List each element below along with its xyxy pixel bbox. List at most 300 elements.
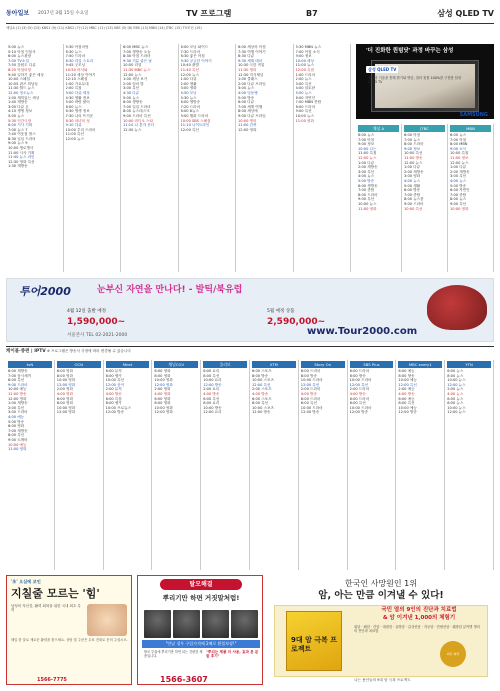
program-line: 5:10 아침 인물사: [8, 49, 36, 54]
program-line: 11:00 건축: [238, 123, 257, 128]
program-line: 1:00 다큐: [358, 160, 375, 165]
tour-website[interactable]: www.Tour2000.com: [307, 326, 418, 337]
program-line: 5:00 방송: [8, 419, 25, 424]
program-line: 9:45 굿모닝: [65, 63, 86, 68]
program-line: 8:30 좋은 아침: [180, 54, 205, 59]
program-line: 8:00 방송: [252, 373, 269, 378]
program-line: 12:00 방송: [203, 382, 222, 387]
program-line: 8:30 마녀의 성: [65, 118, 90, 123]
program-line: 7:00 뉴스 7: [8, 127, 28, 132]
program-line: 4:00 방송: [349, 391, 366, 396]
program-line: 6:00 뮤직: [105, 369, 122, 373]
program-line: 12:00 방송: [300, 410, 320, 415]
program-line: 6:00 예능: [398, 369, 415, 373]
program-line: 12:00 특선: [180, 127, 199, 132]
program-line: 5:00 방송: [358, 178, 375, 183]
program-line: 12:00 뉴스: [404, 160, 423, 165]
program-line: 8:00 뉴스: [447, 401, 464, 406]
program-line: 10:00 뉴스: [295, 113, 314, 118]
program-line: 7:00 뉴스: [404, 137, 421, 142]
program-line: 12:00 특선: [252, 382, 271, 387]
program-line: 11:40 뉴스 라인: [8, 155, 35, 160]
listing-column: [448, 124, 494, 272]
program-line: 12:00 방송: [349, 410, 369, 415]
program-line: 10:00 특선: [105, 378, 125, 383]
ad-text: 퀀텀닷 기술을 통해 밝기와 명암, 컬러 볼륨 100%를 구현한 삼성 QLED TV: [368, 76, 462, 85]
program-line: 6:30 뉴스: [65, 49, 82, 54]
program-line: 5:00 뉴스: [8, 45, 25, 49]
program-line: 10:00 드라마: [349, 378, 372, 383]
book-footer: 나는 용인들의 9대 암 극복 프로젝트: [354, 678, 411, 682]
program-line: 6:00 영화: [154, 369, 171, 373]
section-title: TV 프로그램: [186, 9, 232, 18]
book-line-2: 암, 아는 만큼 이겨낼 수 있다!: [318, 590, 444, 601]
program-line: 12:00 음악: [105, 382, 125, 387]
hair-loss-body: 탈모 부위에 뿌리기만 하면 되는 간편한 제품입니다.: [144, 650, 203, 658]
program-line: 6:00 생방송: [358, 183, 378, 188]
program-line: 9:00 드라마: [404, 201, 424, 206]
program-line: 12:30 뉴스: [123, 127, 142, 132]
hair-loss-phone[interactable]: 1566-3607: [160, 675, 208, 684]
program-line: 1:00 다큐: [180, 77, 197, 82]
program-line: 8:00 특선: [8, 378, 25, 383]
program-line: 6:00 영화: [154, 396, 171, 401]
program-line: 7:00 아침: [450, 137, 467, 142]
program-line: 2:00 예능: [398, 387, 415, 392]
program-line: 3:00 특선: [295, 81, 312, 86]
program-line: 10:00 드라마: [349, 405, 372, 410]
program-line: 6:00 생방송: [123, 100, 143, 105]
supplement-body: 매일 한 알로 새로운 활력을 찾으세요. 상담 및 주문은 무료 전화로 문의 주십시오.: [11, 638, 128, 642]
program-line: 6:00 방송: [404, 188, 421, 193]
program-line: 10:55 퀴즈 미남들: [8, 81, 38, 86]
program-line: 8:00 방송: [300, 373, 317, 378]
program-line: 9:00 특선: [295, 109, 312, 114]
supplement-headline: 지칠줄 모르는 '힘': [11, 587, 100, 600]
program-line: 1:00 재미있는 세상: [8, 95, 40, 100]
program-line: 3:00 드라마: [8, 410, 28, 415]
program-line: 12:10 스페셜: [65, 77, 88, 82]
program-line: 10:00 명의: [238, 118, 257, 123]
program-line: 7:00 종합: [450, 192, 467, 197]
program-line: 12:00 뉴스: [123, 72, 142, 77]
program-line: 12:00 특선: [300, 382, 320, 387]
program-line: 3:00 다큐 세상: [65, 90, 90, 95]
program-line: 10:00 드라마: [300, 405, 323, 410]
program-line: 12:00 뉴스: [65, 136, 84, 141]
supplement-photo: [87, 604, 127, 636]
program-line: 2:00 요리: [203, 387, 220, 392]
program-line: 10:00 뉴스: [447, 378, 466, 383]
program-line: 12:00 뉴스: [447, 382, 466, 387]
program-line: 11:00 영화: [8, 447, 27, 452]
program-line: 7:50 강원도 다큐: [8, 63, 36, 68]
program-line: 1:00 재방송: [8, 401, 28, 406]
program-line: 7:00 MBN 종합: [295, 100, 322, 105]
program-line: 2:00 생활: [180, 81, 197, 86]
channel-header: OCN: [57, 361, 101, 368]
program-line: 2:00 재방송: [358, 165, 378, 170]
tour-offer-1-price: 1,590,000~: [67, 317, 126, 327]
program-line: 6:00 드라마: [349, 369, 370, 373]
program-line: 6:00 생방송: [180, 100, 201, 105]
program-line: 10:00 뉴스: [447, 405, 466, 410]
masthead: [6, 6, 494, 24]
program-line: 12:00 요리: [203, 410, 222, 415]
program-line: 10:00 영화: [154, 405, 173, 410]
program-line: 9:00 정보: [358, 142, 375, 147]
cancer-book-ad[interactable]: [268, 575, 494, 685]
program-line: 2:00 드라마: [349, 387, 370, 392]
program-line: 9:10 다큐: [65, 123, 82, 128]
program-line: 8:00 뉴스데스크: [123, 109, 150, 114]
program-line: 6:00 뉴스: [450, 133, 467, 137]
program-line: 9:00 소식: [450, 146, 467, 151]
listing-column: [294, 44, 352, 272]
listing-column: [152, 360, 201, 570]
program-line: 5:30 뉴스: [180, 95, 197, 100]
program-line: 10:00 영화: [154, 378, 173, 383]
program-line: 5:00 뉴스: [123, 95, 140, 100]
listing-column: [356, 124, 402, 272]
program-line: 8:30 리얼 스토리: [65, 58, 94, 63]
program-line: 4:00 방송: [203, 391, 220, 396]
program-line: 10:50 리얼: [123, 63, 142, 68]
listing-column: [236, 44, 294, 272]
photo-2: [173, 610, 200, 638]
program-line: 3:00 다큐 온: [8, 104, 29, 109]
program-line: 8:00 특선: [252, 401, 269, 406]
program-line: 7:00 세계 여행: [238, 104, 263, 109]
program-line: 10:00 특선: [404, 206, 423, 211]
program-line: 3:00 영화: [404, 174, 421, 179]
program-line: 2:00 다큐 프라임: [238, 81, 266, 86]
program-line: 11:00 시사 기획: [8, 150, 35, 155]
program-line: 8:00 뉴스룸: [404, 197, 424, 202]
program-line: 10:00 영화: [450, 206, 469, 211]
program-line: 2:00 뉴스: [295, 77, 312, 82]
program-line: 7:50 드라마: [65, 54, 86, 59]
listing-column: [201, 360, 250, 570]
book-title: 9대 암 극복 프로젝트: [291, 636, 337, 653]
program-line: 10:50 어서와: [65, 67, 88, 72]
program-line: 8:00 8뉴스: [180, 109, 199, 114]
listing-column: [55, 360, 104, 570]
program-line: 6:00 다큐: [238, 100, 255, 105]
program-line: 8:00 뉴스: [447, 373, 464, 378]
listing-column: [402, 124, 448, 272]
program-line: 7:30 여행 이야기: [238, 49, 266, 54]
program-line: 7:30 나의 뜨거운: [65, 113, 94, 118]
program-line: 4:30 생활 정보: [65, 95, 90, 100]
program-line: 9:00 월화 드라마: [180, 113, 209, 118]
program-line: 9:00 정보: [404, 146, 421, 151]
program-line: 6:00 뉴스: [447, 369, 464, 373]
channel-header: 올리브: [203, 361, 247, 368]
channel-header: Story On: [301, 361, 345, 368]
tour-headline: 눈부신 자연을 만나다! - 발틱/북유럽: [97, 285, 243, 295]
channel-guide-line: 채널A (1)·(3)·(5)·(15) KBS1 (9)·(11) KBS2 (7)·(12) MBC (11)·(13) SBS (5)·(6) EBS (13) MBN (14) JTBC (15) TV조선 (19): [6, 26, 202, 30]
paper-name: 동아일보: [6, 10, 30, 17]
program-line: 7:40 이웃집 찰스: [8, 132, 36, 137]
program-line: 10:00 추리 드라마: [65, 127, 96, 132]
program-line: 10:00 프로듀스: [105, 405, 131, 410]
listing-column: [348, 360, 397, 570]
cable-section-title: 케이블·종편 | IPTV: [6, 349, 46, 354]
program-line: 10:00 영화: [56, 405, 76, 410]
cable-section-header: [6, 346, 494, 360]
listing-column: [445, 360, 494, 570]
program-line: 12:00 특선: [398, 382, 417, 387]
program-line: 6:00 뉴스: [447, 396, 464, 401]
tour-offer-2-label: 5월 예정 상품: [267, 309, 295, 314]
program-line: 4:00 딩동댕: [238, 90, 258, 95]
program-line: 6:30 생생 정보: [65, 109, 90, 114]
program-line: 10:00 예능: [8, 442, 27, 447]
program-line: 11:30 월드 뉴스: [8, 86, 35, 91]
program-line: 8:00 세상에: [238, 109, 258, 114]
program-line: 12:00 영화: [56, 382, 76, 387]
program-line: 2:00 드라마: [300, 387, 321, 392]
program-line: 4:30 다큐: [123, 90, 140, 95]
program-line: 12:00 뉴스: [447, 410, 466, 415]
channel-header: tvN: [8, 361, 52, 368]
photo-1: [144, 610, 171, 638]
program-line: 5:00 방송: [450, 183, 467, 188]
program-line: 11:40 특선: [180, 67, 199, 72]
program-line: 3:00 특선: [358, 169, 375, 174]
program-line: 10:40 출발: [180, 63, 199, 68]
program-line: 11:10 나 혼자 산다: [123, 123, 155, 128]
program-line: 6:00 재방송: [8, 369, 28, 373]
photo-3: [202, 610, 229, 638]
program-line: 2:00 엄마 밥: [123, 81, 144, 86]
program-line: 12:00 방송: [105, 410, 125, 415]
program-line: 6:00 특집: [105, 396, 122, 401]
program-line: 8:00 드라마: [358, 192, 378, 197]
program-line: 1:30 재방송: [8, 164, 28, 169]
program-line: 7:00 아침 소식: [295, 49, 320, 54]
listing-column: [179, 44, 237, 272]
program-line: 6:00 스포츠: [252, 369, 272, 373]
supplement-tag: '초' 오십에 코인: [11, 579, 41, 584]
program-line: 5:30 MBN 뉴스: [295, 45, 322, 49]
program-line: 10:00 특선: [404, 151, 423, 156]
tour-offer-2-price: 2,590,000~: [267, 317, 326, 327]
program-line: 4:00 뉴스: [358, 174, 375, 179]
listing-column: [299, 360, 348, 570]
program-line: 8:00 특선: [300, 401, 317, 406]
program-line: 2:00 영화: [154, 387, 171, 392]
program-line: 5:00 뉴스: [8, 113, 25, 118]
program-line: 11:00 뉴스: [295, 63, 314, 68]
program-line: 8:30 일일 드라마: [8, 136, 36, 141]
book-panel-title-2: & 암 이겨낸 1,000의 체험기: [382, 615, 456, 621]
program-line: 10:00 예능: [398, 405, 417, 410]
program-line: 6:00 뉴스광장: [8, 54, 32, 59]
listing-column: [64, 44, 122, 272]
program-line: 6:00 영화: [56, 369, 73, 373]
samsung-logo: SAMSUNG: [459, 112, 488, 118]
program-line: 12:00 뉴스: [180, 72, 199, 77]
program-line: 6:00 예능: [398, 396, 415, 401]
program-line: 8:00 특선: [398, 401, 415, 406]
program-line: 1:00 다큐: [450, 165, 467, 170]
program-line: 6:00 MBC 뉴스: [123, 45, 149, 49]
program-line: 8:00 MBN: [450, 142, 468, 147]
before-after-photos: [144, 610, 258, 638]
program-line: 10:00 나는: [358, 146, 377, 151]
program-line: 12:00 영화: [154, 382, 173, 387]
program-line: 6:00 드라마: [300, 369, 321, 373]
program-line: 5:30 아침마당: [65, 45, 89, 49]
qled-logo: 삼성 QLED TV: [368, 67, 397, 72]
program-line: 12:30 지식채널: [238, 72, 264, 77]
program-line: 10:00 특집: [450, 151, 469, 156]
program-line: 3:00 특선: [450, 174, 467, 179]
program-line: 8:00 특선: [349, 401, 366, 406]
program-line: 7:00 아침: [358, 137, 375, 142]
listing-column: [121, 44, 179, 272]
program-line: 11:00 영화: [295, 118, 314, 123]
program-line: 8:00 특선: [203, 373, 220, 378]
program-line: 3:00 뉴스: [238, 86, 255, 91]
listing-column: [6, 44, 64, 272]
channel-header: YTN: [447, 361, 491, 368]
program-line: 12:00 방송: [252, 410, 271, 415]
channel-header: 채널CGV: [154, 361, 198, 368]
program-line: 4:00 영화: [154, 391, 171, 396]
program-line: 7:00 종합: [358, 188, 375, 193]
program-line: 7:00 재방송: [8, 428, 28, 433]
program-line: 10:00 요리: [203, 378, 222, 383]
program-line: 10:00 방송: [203, 405, 222, 410]
fish-image: [427, 285, 487, 330]
program-line: 11:00 영화: [358, 206, 377, 211]
program-line: 10:00 세상: [295, 58, 314, 63]
program-line: 11:10 나이트라인: [180, 123, 210, 128]
program-line: 2:00 뮤직: [105, 387, 122, 392]
program-line: 9:30 세계 테마: [238, 58, 263, 63]
program-line: 8:30 다큐: [238, 54, 255, 59]
program-line: 10:00 스포츠: [252, 405, 274, 410]
supplement-ad[interactable]: [6, 575, 132, 685]
program-line: 11:00 특집: [358, 151, 377, 156]
program-line: 9:30 기분 좋은 날: [123, 58, 152, 63]
program-line: 10:30 극한 직업: [238, 63, 265, 68]
program-line: 12:00 정오뉴스: [8, 90, 34, 95]
program-line: 11:30 명의: [238, 67, 257, 72]
program-line: 1:00 클래스: [238, 77, 258, 82]
program-line: 6:00 드라마: [300, 396, 321, 401]
program-line: 2:00 특선: [8, 405, 25, 410]
listing-column: [396, 360, 445, 570]
program-line: 9:00 드라마: [8, 382, 28, 387]
channel-header: SBS Plus: [350, 361, 394, 368]
program-line: 1:00 세상 보기: [123, 77, 148, 82]
program-line: 1:00 드라마: [295, 72, 316, 77]
samsung-qled-ad[interactable]: [356, 44, 494, 119]
program-line: 4:00 뉴스: [450, 178, 467, 183]
book-contents: 위암 · 폐암 · 간암 · 대장암 · 유방암 · 갑상선암 · 자궁암 · 전립선암 · 췌장암 분야별 명의의 진단과 치료법: [354, 625, 480, 634]
tour-banner[interactable]: [6, 278, 494, 342]
program-line: 6:00 자연인: [295, 95, 316, 100]
program-line: 6:00 모닝 와이드: [180, 45, 209, 49]
program-line: 8:30 아침 드라마: [123, 54, 151, 59]
program-line: 3:00 영화: [180, 86, 197, 91]
right-listings: [356, 124, 494, 272]
program-line: 9:00 뉴스 9: [8, 141, 28, 146]
program-line: 8:00 영화: [154, 373, 171, 378]
program-line: 3:00 특선: [123, 86, 140, 91]
brand-title: 삼성 QLED TV: [437, 9, 494, 18]
supplement-phone[interactable]: 1566-7775: [37, 677, 67, 683]
program-line: 4:00 뉴스: [447, 391, 464, 396]
hair-loss-ad[interactable]: [137, 575, 263, 685]
program-line: 4:00 알토란: [295, 86, 316, 91]
channel-header: MBC every1: [398, 361, 442, 368]
program-line: 4:10 생생 정보: [8, 109, 33, 114]
program-line: 2:00 특집: [65, 86, 82, 91]
program-line: 12:00 영화: [154, 410, 173, 415]
program-line: 5:00 바람 불어: [65, 100, 90, 105]
program-line: 8:00 특선: [8, 433, 25, 438]
program-line: 11:30 MBC 뉴스: [123, 67, 151, 72]
ad-headline: '더 진화한 퀀텀닷' 과정 바꾸는 삼성: [366, 48, 454, 54]
program-line: 10:00 생로병사: [8, 146, 34, 151]
program-line: 8:00 요리: [203, 401, 220, 406]
program-line: 8:00 뉴스: [450, 197, 467, 202]
program-line: 4:00 방송: [398, 391, 415, 396]
program-line: 9:00 드라마 특선: [123, 113, 151, 118]
program-line: 11:00 방송: [404, 155, 423, 160]
hair-loss-quote: "뿌리는 제품 더 사용, 효과 본 분들 후기": [206, 650, 259, 659]
listing-column: [6, 360, 55, 570]
program-line: 6:00 뉴스: [358, 133, 375, 137]
program-line: 5:30 인간극장: [8, 118, 32, 123]
program-line: 6:00 아침: [404, 133, 421, 137]
program-line: 4:00 방송: [252, 391, 269, 396]
program-line: 7:20 드라마: [180, 104, 201, 109]
program-line: 4:50 모닝: [180, 90, 197, 95]
cable-section-note: ※ 프로그램은 방송사 사정에 따라 변경될 수 있습니다: [46, 349, 131, 353]
tour-logo: 투어2000: [19, 285, 71, 298]
program-line: 10:00 스포츠: [252, 378, 274, 383]
channel-header: JTBC: [404, 125, 445, 132]
book-seal: 최신 의학: [440, 641, 466, 667]
program-line: 4:00 뉴스: [404, 178, 421, 183]
program-line: 12:30 영화 특선: [8, 159, 35, 164]
hair-loss-guarantee: "만날 경우 구입가격에 2배로 환불보장!": [142, 640, 260, 648]
listing-column: [250, 360, 299, 570]
program-line: 10:00 드라마: [300, 378, 323, 383]
program-line: 10:00 예능: [398, 378, 417, 383]
program-line: 9:00 도깨비: [8, 437, 28, 442]
channel-header: Mnet: [106, 361, 150, 368]
program-line: 6:00 특선: [203, 396, 220, 401]
channel-header: XTM: [252, 361, 296, 368]
program-line: 6:00 세상의 아침: [238, 45, 266, 49]
program-line: 6:00 영화: [56, 396, 73, 401]
program-line: 6:00 영화: [8, 424, 25, 429]
program-line: 9:00 정보: [295, 54, 312, 59]
tour-offer-1-label: 4월 12일 출발 예정: [67, 309, 106, 314]
program-line: 4:00 방송: [300, 391, 317, 396]
program-line: 12:00 뉴스: [450, 160, 469, 165]
program-line: 8:25 아침마당: [8, 67, 32, 72]
program-line: 6:00 요리: [203, 369, 220, 373]
program-line: 11:00 방송: [8, 391, 27, 396]
